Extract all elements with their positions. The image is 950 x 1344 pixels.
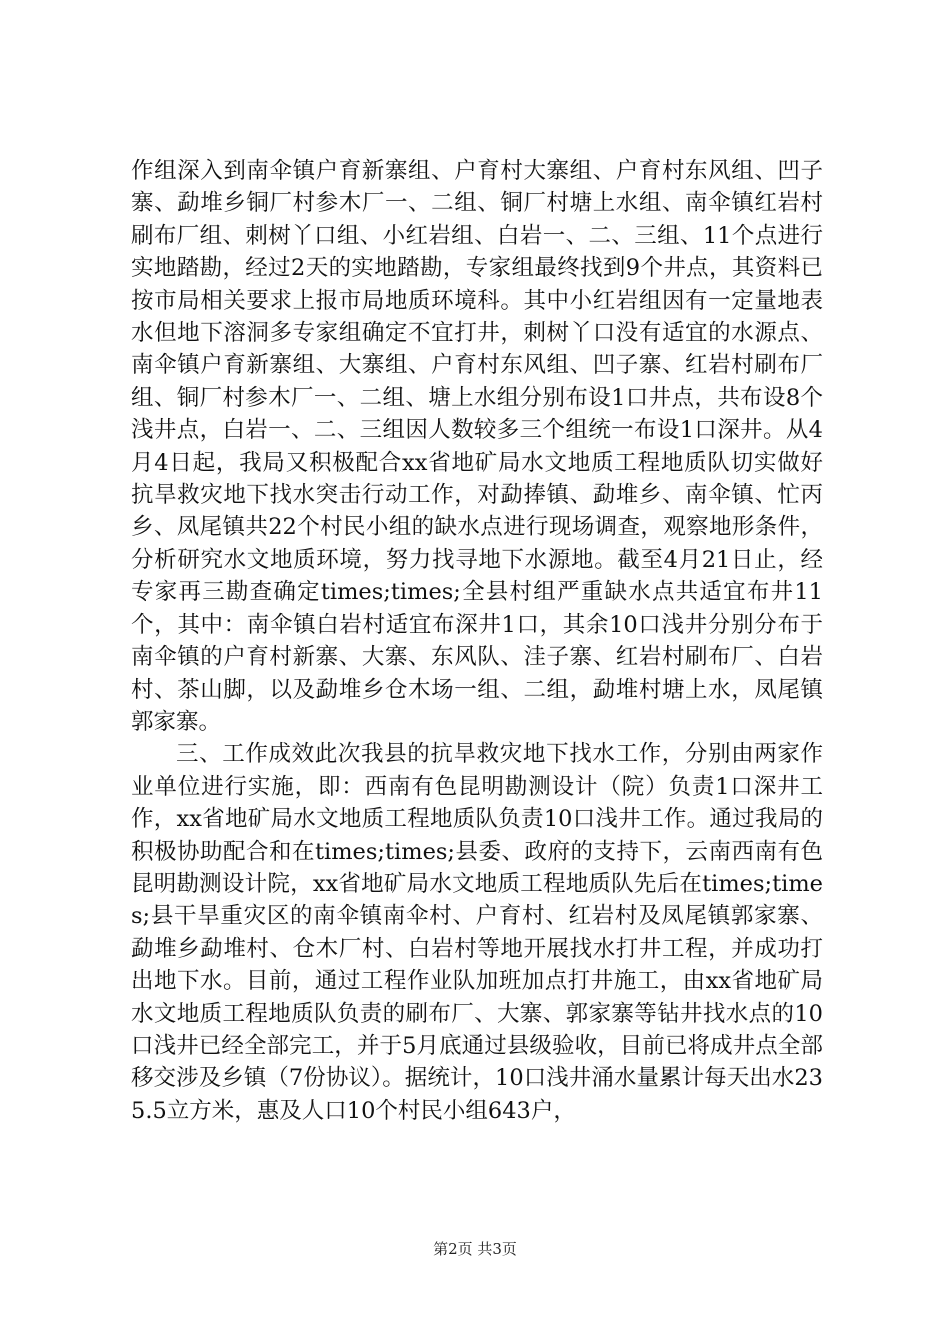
page-footer xyxy=(0,1238,950,1259)
body-paragraph-1: 作组深入到南伞镇户育新寨组、户育村大寨组、户育村东风组、凹子寨、勐堆乡铜厂村参木厂一、二组、铜厂村塘上水组、南伞镇红岩村刷布厂组、刺树丫口组、小红岩组、白岩一、二、三组、11个点进行实地踏勘，经过2天的实地踏勘，专家组最终找到9个井点，其资料已按市局相关要求上报市局地质环境科。其中小红岩组因有一定量地表水但地下溶洞多专家组确定不宜打井，刺树丫口没有适宜的水源点、南伞镇户育新寨组、大寨组、户育村东风组、凹子寨、红岩村刷布厂组、铜厂村参木厂一、二组、塘上水组分别布设1口井点，共布设8个浅井点，白岩一、二、三组因人数较多三个组统一布设1口深井。从4月4日起，我局又积极配合xx省地矿局水文地质工程地质队切实做好抗旱救灾地下找水突击行动工作，对勐捧镇、勐堆乡、南伞镇、忙丙乡、凤尾镇共22个村民小组的缺水点进行现场调查，观察地形条件，分析研究水文地质环境，努力找寻地下水源地。截至4月21日止，经专家再三勘查确定times;times;全县村组严重缺水点共适宜布井11个，其中：南伞镇白岩村适宜布深井1口，其余10口浅井分别分布于南伞镇的户育村新寨、大寨、东风队、洼子寨、红岩村刷布厂、白岩村、茶山脚，以及勐堆乡仓木场一组、二组，勐堆村塘上水，凤尾镇郭家寨。 xyxy=(131,158,823,735)
document-body xyxy=(131,155,823,1127)
page-number-label: 第2页 共3页 xyxy=(433,1240,517,1258)
body-paragraph-2: 三、工作成效此次我县的抗旱救灾地下找水工作，分别由两家作业单位进行实施，即：西南有色昆明勘测设计（院）负责1口深井工作，xx省地矿局水文地质工程地质队负责10口浅井工作。通过我局的积极协助配合和在times;times;县委、政府的支持下，云南西南有色昆明勘测设计院，xx省地矿局水文地质工程地质队先后在times;times;县干旱重灾区的南伞镇南伞村、户育村、红岩村及凤尾镇郭家寨、勐堆乡勐堆村、仓木厂村、白岩村等地开展找水打井工程，并成功打出地下水。目前，通过工程作业队加班加点打井施工，由xx省地矿局水文地质工程地质队负责的刷布厂、大寨、郭家寨等钻井找水点的10口浅井已经全部完工，并于5月底通过县级验收，目前已将成井点全部移交涉及乡镇（7份协议）。据统计，10口浅井涌水量累计每天出水235.5立方米，惠及人口10个村民小组643户， xyxy=(131,741,823,1124)
